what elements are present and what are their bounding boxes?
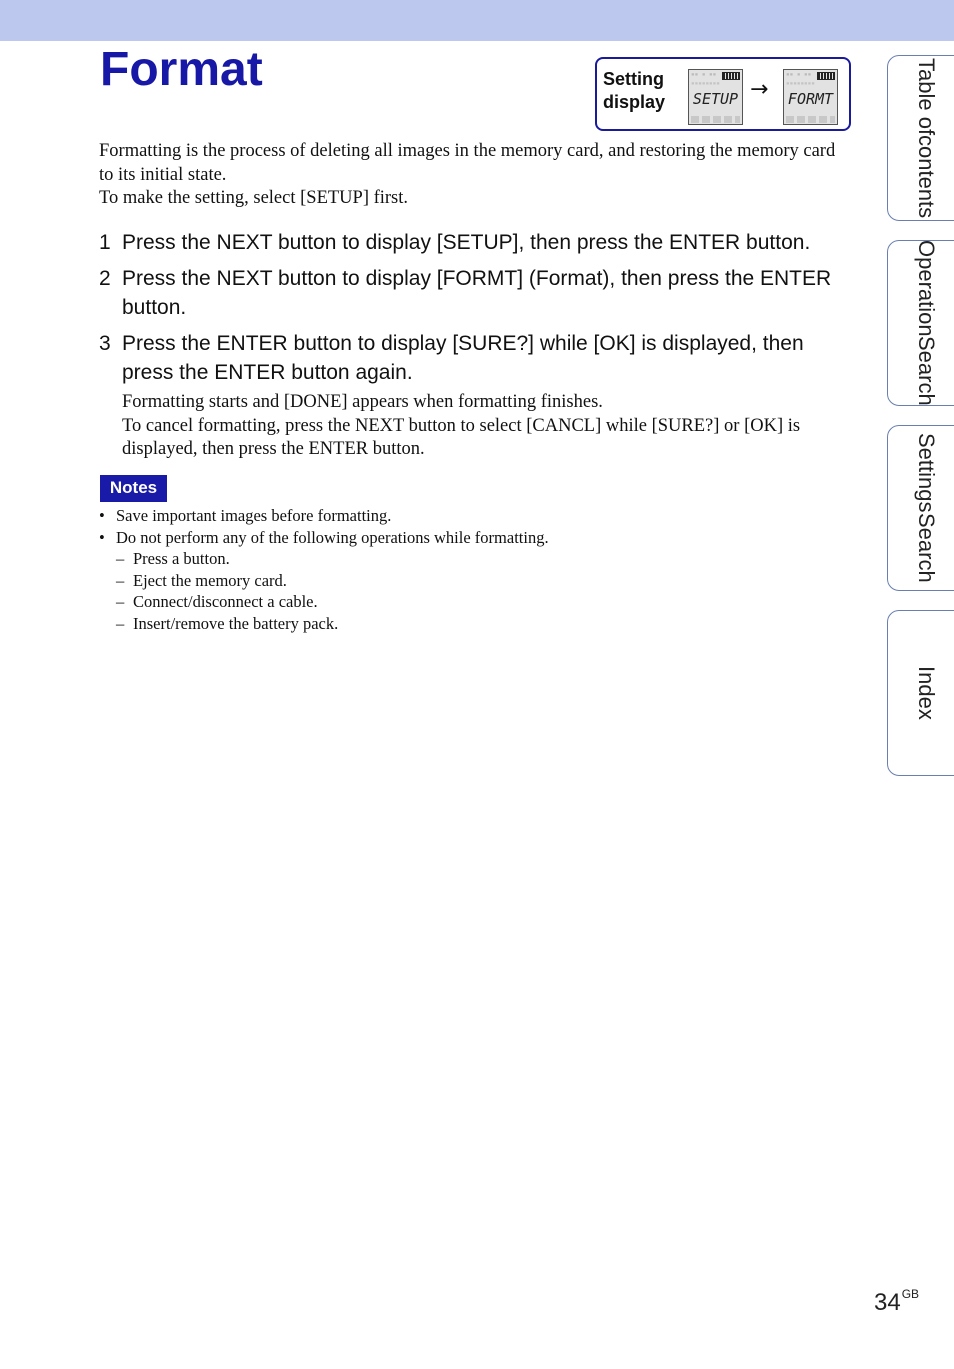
step-text: Press the NEXT button to display [FORMT] (Format), then press the ENTER button.: [122, 267, 832, 319]
intro-text: Formatting is the process of deleting all images in the memory card, and restoring the memory card to its initial state. To make the setting, select [SETUP] first.: [99, 141, 836, 208]
battery-icon: [817, 72, 835, 80]
battery-icon: [722, 72, 740, 80]
top-band: [0, 0, 954, 41]
notes-list: [99, 505, 859, 634]
tab-index[interactable]: Index: [887, 610, 954, 776]
steps-list: [99, 228, 859, 462]
arrow-right-icon: →: [750, 77, 769, 102]
list-item: • Do not perform any of the following operations while formatting.: [99, 527, 549, 547]
lcd-screen-setup: ▪▪ ▪ ▪▪ ▪▪▪▪▪▪▪▪ SETUP: [688, 69, 743, 125]
list-subitem: – Connect/disconnect a cable.: [116, 592, 318, 611]
notes-badge: Notes: [100, 475, 167, 502]
step-3: [99, 329, 859, 387]
page-number: $34^{GB}$: [874, 1287, 920, 1316]
step-number: 2: [99, 267, 111, 290]
setting-display-label: Setting display: [603, 69, 666, 112]
tab-table-of-contents[interactable]: Table of contents: [887, 55, 954, 221]
lcd-screen-format: ▪▪ ▪ ▪▪ ▪▪▪▪▪▪▪▪ FORMT: [783, 69, 838, 125]
step-3-notes: Formatting starts and [DONE] appears when formatting finishes. To cancel formatting, press the NEXT button to select [CANCL] while [SURE?] or [OK] is displayed, then press the ENTER button.: [122, 392, 801, 459]
tab-settings-search[interactable]: Settings Search: [887, 425, 954, 591]
list-subitem: – Insert/remove the battery pack.: [116, 613, 339, 633]
list-subitem: – Press a button.: [116, 549, 230, 568]
step-1: [99, 228, 859, 257]
step-number: 3: [99, 332, 111, 355]
tab-operation-search[interactable]: Operation Search: [887, 240, 954, 406]
setting-display-box: [595, 57, 851, 131]
lcd-text-setup: SETUP: [692, 90, 739, 108]
list-item: • Save important images before formatting.: [99, 506, 392, 525]
step-text: Press the NEXT button to display [SETUP], then press the ENTER button.: [122, 231, 811, 254]
step-2: [99, 264, 859, 322]
lcd-text-format: FORMT: [787, 90, 834, 108]
list-subitem: – Eject the memory card.: [116, 570, 287, 590]
step-text: Press the ENTER button to display [SURE?] while [OK] is displayed, then press the ENTER button again.: [122, 332, 804, 384]
step-number: 1: [99, 231, 111, 254]
page-title: Format: [100, 43, 263, 96]
